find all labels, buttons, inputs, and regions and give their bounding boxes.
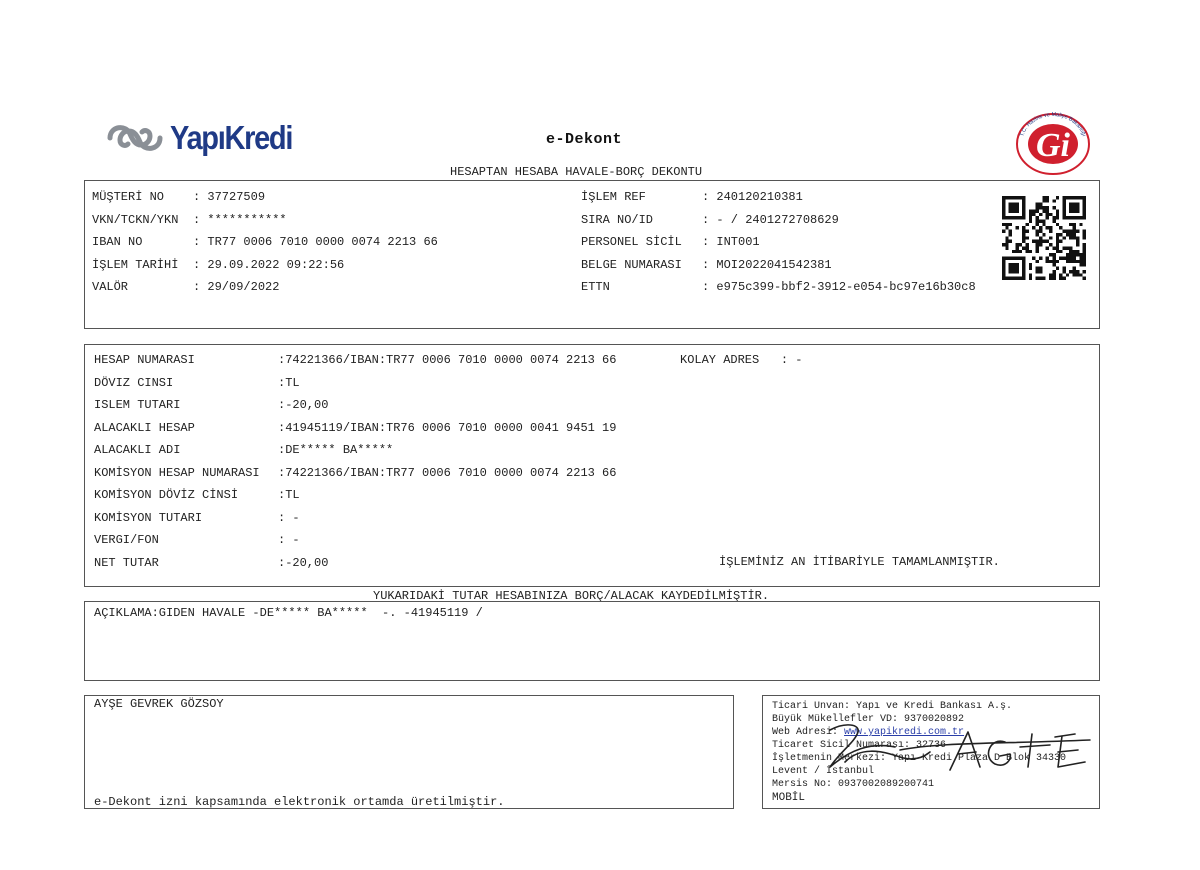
detail-komi-syon-d-vi-z-ci-nsi-label: KOMİSYON DÖVİZ CİNSİ: [94, 488, 239, 502]
detail-islem-tutari-label: ISLEM TUTARI: [94, 398, 181, 412]
detail-d-viz-cinsi-label: DÖVIZ CINSI: [94, 375, 174, 390]
separator: :: [193, 190, 208, 204]
ref-ettn-label: ETTN: [581, 280, 610, 294]
info-vkn-tckn-ykn-row: [92, 213, 287, 227]
ref-personel-si-ci-l-value: INT001: [716, 235, 760, 249]
separator: :: [278, 465, 286, 480]
ref-i-lem-ref-value: 240120210381: [716, 190, 803, 204]
ref-sira-no-id-row: [581, 213, 839, 227]
info-i-lem-tari-hi-label: İŞLEM TARİHİ: [92, 257, 179, 272]
info-val-r-row: [92, 280, 279, 294]
separator: :: [193, 257, 208, 272]
detail-komi-syon-hesap-numarasi-label: KOMİSYON HESAP NUMARASI: [94, 465, 260, 480]
info-m-teri-no-row: [92, 190, 265, 204]
qr-code-icon: [1002, 196, 1086, 280]
info-i-lem-tari-hi-row: [92, 258, 344, 272]
separator: :: [702, 280, 717, 294]
bank-trade-registry: Ticaret Sicil Numarası: 32736: [772, 740, 947, 751]
web-label: Web Adresi:: [772, 727, 845, 738]
ref-belge-numarasi-value: MOI2022041542381: [716, 257, 832, 272]
detail-hesap-numarasi-row: [94, 353, 616, 367]
detail-alacakli-adi-value: DE***** BA*****: [285, 443, 394, 457]
detail-vergi-fon-label: VERGI/FON: [94, 533, 159, 547]
separator: :: [278, 533, 286, 547]
bank-web-link[interactable]: www.yapikredi.com.tr: [844, 727, 965, 738]
detail-hesap-numarasi-value: 74221366/IBAN:TR77 0006 7010 0000 0074 2213 66: [285, 353, 617, 367]
detail-komi-syon-tutari-value: -: [285, 510, 300, 525]
separator: :: [278, 510, 286, 525]
detail-vergi-fon-row: [94, 533, 300, 547]
kolay-adres-row: KOLAY ADRES : -: [680, 353, 803, 367]
e-dekont-footer-note: e-Dekont izni kapsamında elektronik ortamda üretilmiştir.: [94, 795, 505, 809]
kolay-adres-value: -: [795, 353, 803, 367]
info-i-lem-tari-hi-value: 29.09.2022 09:22:56: [207, 257, 345, 272]
ref-personel-si-ci-l-row: [581, 235, 760, 249]
yapikredi-symbol-icon: [104, 121, 166, 155]
ref-belge-numarasi-label: BELGE NUMARASI: [581, 257, 682, 272]
svg-text:Gi: Gi: [1036, 127, 1070, 164]
separator: :: [278, 353, 286, 367]
info-vkn-tckn-ykn-value: ***********: [207, 212, 287, 227]
bank-web-row: [772, 727, 964, 738]
bank-city: Levent / İstanbul: [772, 766, 875, 777]
separator: :: [278, 443, 286, 457]
seal-ring-text: T.C. Hazine ve Maliye Bakanlığı: [1019, 111, 1087, 138]
detail-vergi-fon-value: -: [285, 533, 300, 547]
debit-credit-note: YUKARIDAKİ TUTAR HESABINIZA BORÇ/ALACAK KAYDEDİLMİŞTİR.: [373, 589, 770, 603]
yapikredi-logo: [104, 118, 309, 158]
separator: :: [278, 488, 286, 502]
ref-i-lem-ref-label: İŞLEM REF: [581, 190, 646, 204]
info-m-teri-no-value: 37727509: [207, 190, 266, 204]
detail-alacakli-adi-label: ALACAKLI ADI: [94, 443, 181, 457]
detail-komi-syon-tutari-row: [94, 511, 300, 525]
bank-tax-office: Büyük Mükellefler VD: 9370020892: [772, 714, 965, 725]
info-m-teri-no-label: MÜŞTERİ NO: [92, 190, 165, 204]
document-subtitle: HESAPTAN HESABA HAVALE-BORÇ DEKONTU: [450, 165, 703, 179]
ref-personel-si-ci-l-label: PERSONEL SİCİL: [581, 235, 682, 249]
detail-alacakli-hesap-value: 41945119/IBAN:TR76 0006 7010 0000 0041 9451 19: [285, 420, 617, 435]
ref-belge-numarasi-row: [581, 258, 832, 272]
detail-komi-syon-tutari-label: KOMİSYON TUTARI: [94, 510, 203, 525]
bank-trade-name: Ticari Unvan: Yapı ve Kredi Bankası A.ş.: [772, 701, 1013, 712]
ref-sira-no-id-label: SIRA NO/ID: [581, 212, 654, 227]
detail-islem-tutari-value: -20,00: [285, 398, 329, 412]
detail-net-tutar-value: -20,00: [285, 555, 329, 570]
detail-alacakli-adi-row: [94, 443, 393, 457]
kolay-adres-label: KOLAY ADRES: [680, 353, 760, 367]
ref-sira-no-id-value: - / 2401272708629: [716, 212, 839, 227]
logo-wordmark: YapıKredi: [170, 119, 293, 156]
detail-net-tutar-label: NET TUTAR: [94, 555, 159, 570]
separator: :: [702, 235, 717, 249]
separator: :: [193, 235, 208, 249]
customer-name: AYŞE GEVREK GÖZSOY: [94, 697, 224, 711]
separator: :: [278, 420, 286, 435]
info-iban-no-value: TR77 0006 7010 0000 0074 2213 66: [207, 235, 438, 249]
separator: :: [193, 212, 208, 227]
separator: :: [278, 375, 286, 390]
detail-komi-syon-d-vi-z-ci-nsi-row: [94, 488, 300, 502]
info-iban-no-label: IBAN NO: [92, 235, 143, 249]
info-vkn-tckn-ykn-label: VKN/TCKN/YKN: [92, 212, 179, 227]
customer-box: [84, 695, 734, 809]
ref-i-lem-ref-row: [581, 190, 803, 204]
detail-komi-syon-hesap-numarasi-value: 74221366/IBAN:TR77 0006 7010 0000 0074 2213 66: [285, 465, 617, 480]
channel-label: MOBİL: [772, 792, 806, 804]
info-val-r-value: 29/09/2022: [207, 280, 280, 294]
status-note: İŞLEMİNİZ AN İTİBARİYLE TAMAMLANMIŞTIR.: [719, 555, 1000, 569]
separator: :: [702, 212, 717, 227]
ref-ettn-value: e975c399-bbf2-3912-e054-bc97e16b30c8: [716, 280, 976, 294]
bank-headquarters: İşletmenin Merkezi: Yapı Kredi Plaza D Blok 34330: [772, 753, 1067, 764]
info-val-r-label: VALÖR: [92, 280, 129, 294]
description-text: AÇIKLAMA:GIDEN HAVALE -DE***** BA***** -. -41945119 /: [94, 606, 483, 620]
separator: :: [193, 280, 208, 294]
detail-hesap-numarasi-label: HESAP NUMARASI: [94, 353, 195, 367]
info-iban-no-row: [92, 235, 438, 249]
qr-code: [1002, 196, 1086, 285]
separator: :: [278, 555, 286, 570]
ref-ettn-row: [581, 280, 976, 294]
bank-mersis: Mersis No: 0937002089200741: [772, 779, 935, 790]
gib-seal-icon: [1014, 110, 1092, 176]
document-title: e-Dekont: [546, 131, 623, 148]
detail-komi-syon-hesap-numarasi-row: [94, 466, 616, 480]
separator: :: [702, 257, 717, 272]
detail-alacakli-hesap-row: [94, 421, 616, 435]
separator: :: [278, 398, 286, 412]
detail-net-tutar-row: [94, 556, 328, 570]
ministry-seal: [1014, 110, 1092, 181]
detail-alacakli-hesap-label: ALACAKLI HESAP: [94, 420, 195, 435]
detail-d-viz-cinsi-value: TL: [285, 375, 300, 390]
separator: :: [702, 190, 717, 204]
bank-info-box: [762, 695, 1100, 809]
detail-d-viz-cinsi-row: [94, 376, 300, 390]
detail-islem-tutari-row: [94, 398, 328, 412]
detail-komi-syon-d-vi-z-ci-nsi-value: TL: [285, 488, 300, 502]
